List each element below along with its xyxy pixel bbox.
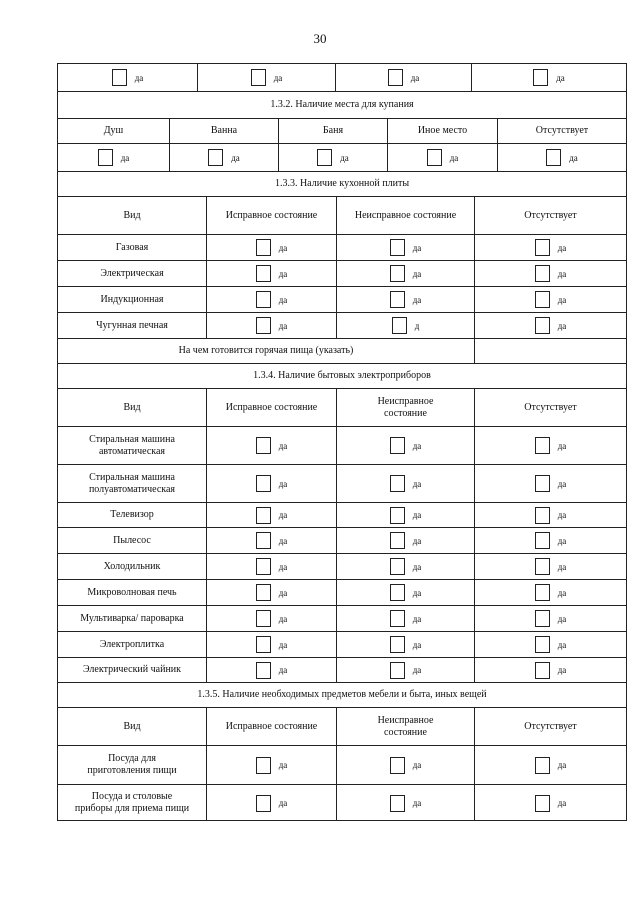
stove-row: Индукционная да да да	[58, 287, 626, 313]
checkbox-option[interactable]: да	[390, 558, 422, 575]
appliance-header-row: Вид Исправное состояние Неисправное состояние Отсутствует	[58, 389, 626, 427]
checkbox[interactable]	[390, 532, 405, 549]
checkbox[interactable]	[256, 636, 271, 653]
checkbox[interactable]	[390, 265, 405, 282]
checkbox-option[interactable]: да	[535, 610, 567, 627]
checkbox-option[interactable]: да	[535, 757, 567, 774]
hot-food-question: На чем готовится горячая пища (указать)	[178, 345, 354, 356]
appliance-row: Мультиварка/ пароварка да да да	[58, 606, 626, 632]
checkbox-option[interactable]: да	[390, 475, 422, 492]
checkbox-option[interactable]: да	[535, 475, 567, 492]
checkbox-option[interactable]: да	[535, 265, 567, 282]
furniture-header-row: Вид Исправное состояние Неисправное состояние Отсутствует	[58, 708, 626, 746]
checkbox[interactable]	[390, 610, 405, 627]
checkbox-option[interactable]: да	[390, 757, 422, 774]
section-title-1-3-4: 1.3.4. Наличие бытовых электроприборов	[58, 364, 626, 389]
stove-row: Чугунная печная да д да	[58, 313, 626, 339]
checkbox-option[interactable]: да	[535, 317, 567, 334]
furniture-row: Посуда для приготовления пищи да да да	[58, 746, 626, 785]
checkbox[interactable]	[256, 239, 271, 256]
checkbox[interactable]	[390, 239, 405, 256]
checkbox-option[interactable]: да	[256, 437, 288, 454]
col-sauna: Баня	[278, 119, 387, 143]
checkbox-option[interactable]: да	[390, 239, 422, 256]
checkbox[interactable]	[390, 291, 405, 308]
checkbox[interactable]	[535, 757, 550, 774]
checkbox[interactable]	[535, 265, 550, 282]
checkbox[interactable]	[535, 584, 550, 601]
checkbox-option[interactable]: да	[535, 239, 567, 256]
checkbox-option[interactable]: да	[256, 636, 288, 653]
checkbox-option[interactable]: да	[112, 69, 144, 86]
checkbox-option[interactable]: да	[390, 662, 422, 679]
checkbox[interactable]	[256, 437, 271, 454]
checkbox-option[interactable]: да	[256, 757, 288, 774]
checkbox[interactable]	[535, 532, 550, 549]
checkbox-option[interactable]: да	[256, 532, 288, 549]
checkbox-option[interactable]: да	[535, 437, 567, 454]
section-title-1-3-5: 1.3.5. Наличие необходимых предметов мебели и быта, иных вещей	[58, 683, 626, 708]
appliance-row: Электроплитка да да да	[58, 632, 626, 658]
checkbox-option[interactable]: да	[256, 558, 288, 575]
section-title-1-3-3: 1.3.3. Наличие кухонной плиты	[58, 172, 626, 197]
checkbox[interactable]	[256, 662, 271, 679]
checkbox-option[interactable]: да	[390, 795, 422, 812]
appliance-row: Холодильник да да да	[58, 554, 626, 580]
checkbox[interactable]	[535, 558, 550, 575]
bathing-options-row	[58, 144, 626, 172]
checkbox-option[interactable]: да	[390, 584, 422, 601]
checkbox-option[interactable]: да	[535, 662, 567, 679]
checkbox-option[interactable]: да	[251, 69, 283, 86]
col-absent: Отсутствует	[497, 119, 626, 143]
stove-row: Электрическая да да да	[58, 261, 626, 287]
checkbox[interactable]	[427, 149, 442, 166]
survey-form	[57, 63, 627, 821]
checkbox-option[interactable]: д	[392, 317, 420, 334]
page-number: 30	[313, 31, 327, 46]
checkbox[interactable]	[390, 584, 405, 601]
checkbox-option[interactable]: да	[535, 507, 567, 524]
checkbox-option[interactable]: да	[256, 239, 288, 256]
continuation-row	[58, 64, 626, 92]
checkbox[interactable]	[535, 291, 550, 308]
checkbox[interactable]	[256, 532, 271, 549]
appliance-row: Микроволновая печь да да да	[58, 580, 626, 606]
checkbox[interactable]	[388, 69, 403, 86]
checkbox[interactable]	[535, 437, 550, 454]
checkbox-option[interactable]: да	[535, 291, 567, 308]
checkbox-option[interactable]: да	[390, 291, 422, 308]
checkbox[interactable]	[256, 558, 271, 575]
checkbox-option[interactable]: да	[390, 507, 422, 524]
appliance-row: Стиральная машина автоматическая да да да	[58, 427, 626, 465]
checkbox-option[interactable]: да	[256, 610, 288, 627]
checkbox[interactable]	[256, 507, 271, 524]
checkbox[interactable]	[98, 149, 113, 166]
furniture-row: Посуда и столовые приборы для приема пищи да да да	[58, 785, 626, 821]
checkbox[interactable]	[390, 558, 405, 575]
appliance-row: Электрический чайник да да да	[58, 658, 626, 683]
checkbox[interactable]	[390, 795, 405, 812]
bathing-header-row	[58, 119, 626, 144]
checkbox-option[interactable]: да	[256, 317, 288, 334]
checkbox[interactable]	[535, 795, 550, 812]
checkbox-option[interactable]: да	[256, 265, 288, 282]
checkbox[interactable]	[256, 317, 271, 334]
checkbox[interactable]	[390, 757, 405, 774]
stove-header-row: Вид Исправное состояние Неисправное состояние Отсутствует	[58, 197, 626, 235]
checkbox[interactable]	[390, 662, 405, 679]
checkbox[interactable]	[208, 149, 223, 166]
checkbox-option[interactable]: да	[256, 291, 288, 308]
checkbox-option[interactable]: да	[535, 532, 567, 549]
checkbox[interactable]	[390, 636, 405, 653]
checkbox-option[interactable]: да	[390, 437, 422, 454]
checkbox[interactable]	[535, 507, 550, 524]
checkbox-option[interactable]: да	[208, 149, 240, 166]
checkbox-option[interactable]: да	[98, 149, 130, 166]
checkbox-option[interactable]: да	[535, 558, 567, 575]
checkbox-option[interactable]: да	[256, 507, 288, 524]
checkbox[interactable]	[535, 610, 550, 627]
checkbox[interactable]	[256, 795, 271, 812]
checkbox[interactable]	[390, 475, 405, 492]
checkbox[interactable]	[256, 265, 271, 282]
checkbox-option[interactable]: да	[390, 610, 422, 627]
checkbox-option[interactable]: да	[427, 149, 459, 166]
checkbox-option[interactable]: да	[535, 584, 567, 601]
col-bath: Ванна	[169, 119, 278, 143]
hot-food-answer-field[interactable]	[474, 339, 626, 363]
checkbox-option[interactable]: да	[256, 584, 288, 601]
checkbox-option[interactable]: да	[256, 662, 288, 679]
stove-row: Газовая да да да	[58, 235, 626, 261]
col-shower: Душ	[103, 125, 124, 136]
checkbox-option[interactable]: да	[535, 795, 567, 812]
checkbox-option[interactable]: да	[390, 265, 422, 282]
checkbox-option[interactable]: да	[390, 532, 422, 549]
checkbox[interactable]	[256, 475, 271, 492]
checkbox-option[interactable]: да	[535, 636, 567, 653]
checkbox-option[interactable]: да	[533, 69, 565, 86]
checkbox[interactable]	[535, 317, 550, 334]
checkbox[interactable]	[112, 69, 127, 86]
checkbox-option[interactable]: да	[317, 149, 349, 166]
col-other-place: Иное место	[387, 119, 497, 143]
checkbox-option[interactable]: да	[256, 475, 288, 492]
checkbox-option[interactable]: да	[546, 149, 578, 166]
appliance-row: Пылесос да да да	[58, 528, 626, 554]
checkbox[interactable]	[535, 239, 550, 256]
checkbox[interactable]	[390, 507, 405, 524]
checkbox-option[interactable]: да	[390, 636, 422, 653]
checkbox[interactable]	[392, 317, 407, 334]
checkbox[interactable]	[256, 584, 271, 601]
hot-food-row	[58, 339, 626, 364]
checkbox[interactable]	[251, 69, 266, 86]
appliance-row: Телевизор да да да	[58, 503, 626, 528]
section-title-1-3-2: 1.3.2. Наличие места для купания	[58, 92, 626, 119]
appliance-row: Стиральная машина полуавтоматическая да да да	[58, 465, 626, 503]
checkbox[interactable]	[546, 149, 561, 166]
checkbox-option[interactable]: да	[256, 795, 288, 812]
checkbox[interactable]	[256, 757, 271, 774]
checkbox-option[interactable]: да	[388, 69, 420, 86]
checkbox[interactable]	[533, 69, 548, 86]
checkbox[interactable]	[535, 662, 550, 679]
checkbox[interactable]	[317, 149, 332, 166]
checkbox[interactable]	[256, 291, 271, 308]
checkbox[interactable]	[390, 437, 405, 454]
checkbox[interactable]	[535, 636, 550, 653]
checkbox[interactable]	[256, 610, 271, 627]
checkbox[interactable]	[535, 475, 550, 492]
